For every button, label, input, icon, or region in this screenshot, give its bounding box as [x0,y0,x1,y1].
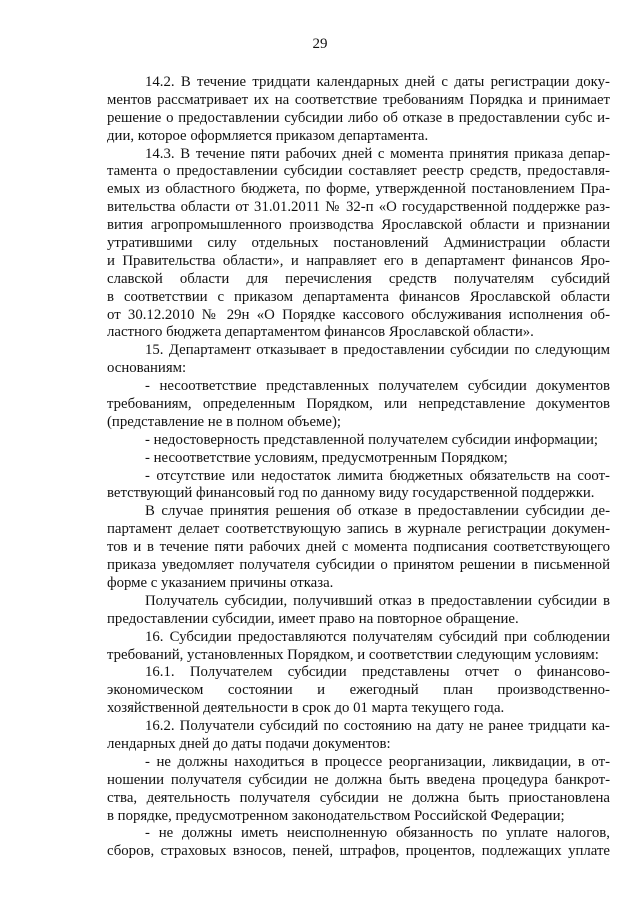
text-line: требованиям, определенным Порядком, или непредставление документов [107,396,610,413]
text-line: решение о предоставлении субсидии либо об отказе в предоставлении субс и- [107,109,610,126]
text-line: приказа уведомляет получателя субсидии о принятом решении в письменной [107,557,610,574]
text-line: - не должны находиться в процессе реорганизации, ликвидации, в от- [145,753,610,770]
text-line: - несоответствие условиям, предусмотренным Порядком; [145,449,508,466]
text-line: вительства области от 31.01.2011 № 32-п «О государственной поддержке раз- [107,199,610,216]
text-line: - несоответствие представленных получателем субсидии документов [145,378,610,395]
text-line: ношении получателя субсидии не должна быть введена процедура банкрот- [107,771,610,788]
text-line: - не должны иметь неисполненную обязанность по уплате налогов, [145,825,610,842]
text-line: тов и в течение пяти рабочих дней с момента подписания соответствующего [107,539,610,556]
text-line: дии, которое оформляется приказом департамента. [107,127,429,144]
page-number: 29 [312,36,328,52]
document-body [107,74,610,861]
text-line: лендарных дней до даты подачи документов: [107,735,391,752]
text-line: в соответствии с приказом департамента финансов Ярославской области [107,288,610,305]
text-line: 16.1. Получателем субсидии представлены отчет о финансово- [145,664,610,681]
text-line: и Правительства области», и направляет его в департамент финансов Яро- [107,252,610,269]
text-line: (представление не в полном объеме); [107,413,341,430]
text-line: сборов, страховых взносов, пеней, штрафов, процентов, подлежащих уплате [107,843,610,860]
text-line: ластного бюджета департаментом финансов Ярославской области». [107,324,534,341]
text-line: экономическом состоянии и ежегодный план производственно- [107,682,610,699]
text-line: ветствующий финансовый год по данному виду государственной поддержки. [107,485,595,502]
text-line: 16. Субсидии предоставляются получателям субсидий при соблюдении [145,628,610,645]
text-line: хозяйственной деятельности в срок до 01 марта текущего года. [107,700,505,717]
text-line: вития агропромышленного производства Ярославской области и признании [107,217,610,234]
text-line: ства, деятельность получателя субсидии не должна быть приостановлена [107,789,610,806]
text-line: тамента о предоставлении субсидии составляет реестр средств, предоставля- [107,163,610,180]
text-line: утратившими силу отдельных постановлений Администрации области [107,235,610,252]
text-line: от 30.12.2010 № 29н «О Порядке кассового обслуживания исполнения об- [107,306,610,323]
text-line: требований, установленных Порядком, и соответствии следующим условиям: [107,646,599,663]
text-line: форме с указанием причины отказа. [107,574,334,591]
text-line: славской области для перечисления средств получателям субсидий [107,270,610,287]
text-line: ментов рассматривает их на соответствие требованиям Порядка и принимает [107,91,610,108]
text-line: 16.2. Получатели субсидий по состоянию на дату не ранее тридцати ка- [145,718,610,735]
text-line: 14.3. В течение пяти рабочих дней с момента принятия приказа депар- [145,145,610,162]
text-line: основаниям: [107,360,187,377]
text-line: - недостоверность представленной получателем субсидии информации; [145,431,599,448]
text-line: предоставлении субсидии, имеет право на повторное обращение. [107,610,519,627]
text-line: В случае принятия решения об отказе в предоставлении субсидии де- [145,503,610,520]
text-line: в порядке, предусмотренном законодательством Российской Федерации; [107,807,565,824]
text-line: партамент делает соответствующую запись в журнале регистрации докумен- [107,521,610,538]
text-line: 14.2. В течение тридцати календарных дней с даты регистрации доку- [145,74,610,90]
text-line: 15. Департамент отказывает в предоставлении субсидии по следующим [145,342,610,359]
text-line: емых из областного бюджета, по форме, утвержденной постановлением Пра- [107,181,610,198]
text-line: - отсутствие или недостаток лимита бюджетных обязательств на соот- [145,467,610,484]
text-line: Получатель субсидии, получивший отказ в предоставлении субсидии в [145,592,610,609]
